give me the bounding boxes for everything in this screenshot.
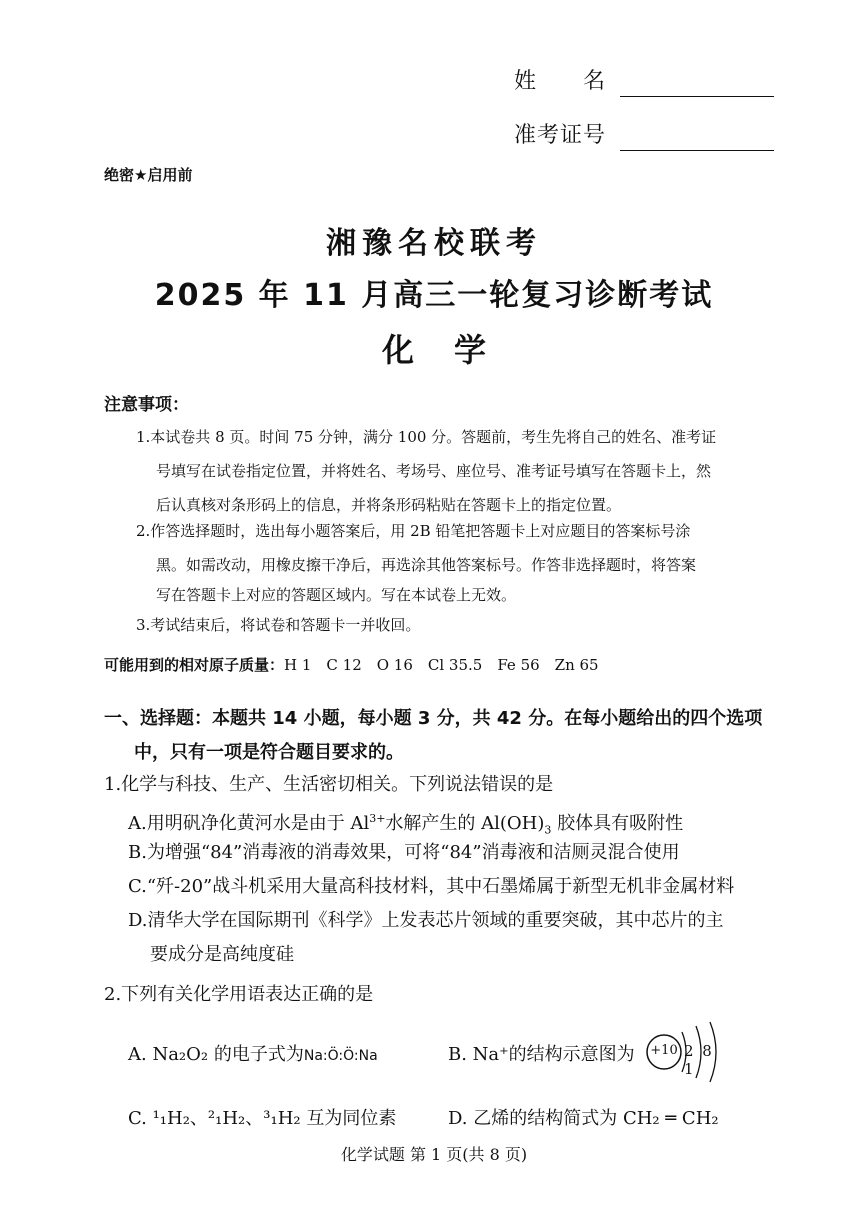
notice-item: 1.本试卷共 8 页。时间 75 分钟，满分 100 分。答题前，考生先将自己的姓名、准考证 (136, 428, 717, 446)
q1-option-d: D.清华大学在国际期刊《科学》上发表芯片领域的重要突破，其中芯片的主 (128, 910, 724, 931)
secret-mark: 绝密★启用前 (104, 166, 193, 184)
atomic-structure-diagram (644, 1016, 724, 1086)
q1-option-a: A.用明矾净化黄河水是由于 $Al^{3+}$水解产生的 $Al(OH)_3$ 胶体具有吸附性 (128, 812, 684, 837)
section-heading: 一、选择题：本题共 14 小题，每小题 3 分，共 42 分。在每小题给出的四个选项 (104, 708, 763, 729)
q1-option-d-cont: 要成分是高纯度硅 (150, 944, 294, 965)
notice-item: 2.作答选择题时，选出每小题答案后，用 2B 铅笔把答题卡上对应题目的答案标号涂 (136, 522, 691, 540)
name-field[interactable] (620, 72, 774, 97)
ticket-field[interactable] (620, 126, 774, 151)
q2-stem: 2.下列有关化学用语表达正确的是 (104, 984, 374, 1005)
notice-item: 3.考试结束后，将试卷和答题卡一并收回。 (136, 616, 421, 634)
subject-title: 化学 (381, 331, 526, 369)
atomic-masses (104, 654, 599, 675)
section-heading-cont: 中，只有一项是符合题目要求的。 (134, 742, 404, 763)
q2-option-c: C. ¹₁H₂、²₁H₂、³₁H₂ 互为同位素 (128, 1108, 397, 1129)
q2-option-b: B. Na⁺的结构示意图为 (448, 1044, 635, 1065)
notice-item: 后认真核对条形码上的信息，并将条形码粘贴在答题卡上的指定位置。 (156, 496, 622, 514)
page-footer: 化学试题 第 1 页(共 8 页) (340, 1145, 528, 1164)
notice-item: 写在答题卡上对应的答题区域内。写在本试卷上无效。 (156, 586, 517, 604)
exam-name-title: 2025 年 11 月高三一轮复习诊断考试 (154, 278, 714, 313)
ticket-label: 准考证号 (514, 123, 607, 148)
q1-option-c: C.“歼-20”战斗机采用大量高科技材料，其中石墨烯属于新型无机非金属材料 (128, 876, 735, 897)
notice-item: 黑。如需改动，用橡皮擦干净后，再选涂其他答案标号。作答非选择题时，将答案 (156, 556, 697, 574)
electron-shells: 2 8 1 (684, 1042, 714, 1078)
q1-option-b: B.为增强“84”消毒液的消毒效果，可将“84”消毒液和洁厕灵混合使用 (128, 842, 680, 863)
electron-formula: Na:Ö:Ö:Na (303, 1048, 378, 1064)
q1-stem: 1.化学与科技、生产、生活密切相关。下列说法错误的是 (104, 774, 554, 795)
atomic-masses-values: H 1 C 12 O 16 Cl 35.5 Fe 56 Zn 65 (284, 656, 599, 674)
q2-option-d: D. 乙烯的结构简式为 CH₂ ═ CH₂ (448, 1108, 719, 1129)
name-label: 姓 名 (514, 69, 607, 94)
exam-org-title: 湘豫名校联考 (326, 226, 542, 261)
notice-heading: 注意事项： (104, 395, 189, 415)
q2-option-a: A. Na₂O₂ 的电子式为Na:Ö:Ö:Na (128, 1044, 378, 1065)
notice-item: 号填写在试卷指定位置，并将姓名、考场号、座位号、准考证号填写在答题卡上，然 (156, 462, 712, 480)
atomic-masses-label: 可能用到的相对原子质量： (104, 656, 285, 674)
nucleus-charge: +10 (650, 1043, 678, 1058)
